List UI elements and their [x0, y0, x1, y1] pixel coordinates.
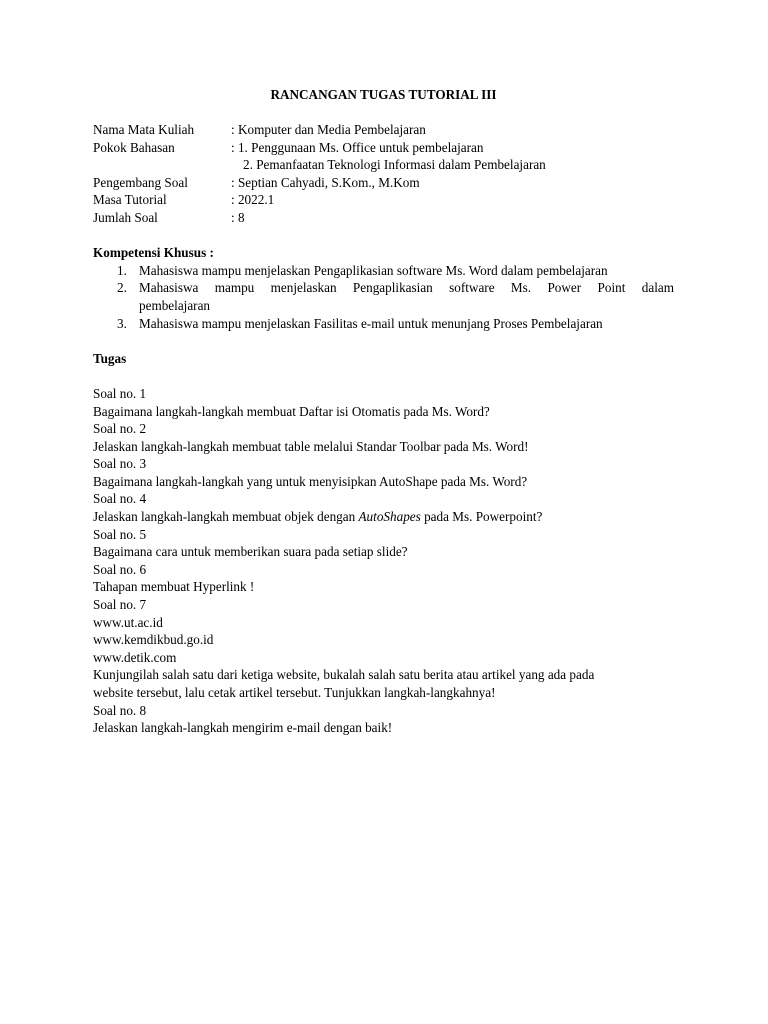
count-label: Jumlah Soal [93, 209, 158, 225]
competency-number-2: 2. [117, 280, 127, 296]
meta-row-course [93, 121, 674, 139]
topic-value-2: 2. Pemanfaatan Teknologi Informasi dalam Pembelajaran [243, 157, 546, 173]
question-3-label: Soal no. 3 [93, 456, 147, 472]
question-1-label: Soal no. 1 [93, 385, 147, 401]
competency-text-3: Mahasiswa mampu menjelaskan Fasilitas e-mail untuk menunjang Proses Pembelajaran [139, 315, 603, 331]
document-title: RANCANGAN TUGAS TUTORIAL III [270, 87, 497, 102]
competency-item-2 [93, 279, 674, 314]
meta-row-topic-2 [93, 156, 674, 174]
question-1-text: Bagaimana langkah-langkah membuat Daftar isi Otomatis pada Ms. Word? [93, 403, 490, 419]
document-page [93, 86, 674, 737]
question-2-text: Jelaskan langkah-langkah membuat table melalui Standar Toolbar pada Ms. Word! [93, 438, 529, 454]
question-4-text-before: Jelaskan langkah-langkah membuat objek dengan [93, 509, 359, 525]
meta-row-topic [93, 139, 674, 157]
count-value: : 8 [231, 209, 245, 225]
question-4-text-after: pada Ms. Powerpoint? [420, 509, 543, 525]
question-4-text [93, 508, 674, 526]
course-label: Nama Mata Kuliah [93, 122, 195, 137]
topic-label: Pokok Bahasan [93, 139, 175, 155]
question-4-text-italic: AutoShapes [358, 509, 421, 525]
question-7-site-1: www.ut.ac.id [93, 614, 163, 630]
question-7-label: Soal no. 7 [93, 597, 147, 613]
meta-row-period [93, 191, 674, 209]
question-7-site-2: www.kemdikbud.go.id [93, 632, 214, 648]
question-7-site-3: www.detik.com [93, 649, 177, 665]
competency-number-1: 1. [117, 262, 127, 278]
question-7-text-line1: Kunjungilah salah satu dari ketiga website, bukalah salah satu berita atau artikel yang ada pada [93, 667, 595, 683]
meta-block [93, 121, 674, 227]
question-6-text: Tahapan membuat Hyperlink ! [93, 579, 255, 595]
question-4-label: Soal no. 4 [93, 491, 147, 507]
topic-value-1: : 1. Penggunaan Ms. Office untuk pembelajaran [231, 139, 484, 155]
period-label: Masa Tutorial [93, 192, 167, 208]
competency-item-1 [93, 262, 674, 280]
competency-list [93, 262, 674, 332]
competency-heading: Kompetensi Khusus : [93, 245, 214, 261]
developer-label: Pengembang Soal [93, 174, 188, 190]
developer-value: : Septian Cahyadi, S.Kom., M.Kom [231, 174, 420, 190]
meta-row-count [93, 209, 674, 227]
question-5-label: Soal no. 5 [93, 526, 147, 542]
competency-number-3: 3. [117, 315, 127, 331]
question-8-text: Jelaskan langkah-langkah mengirim e-mail dengan baik! [93, 720, 393, 736]
question-3-text: Bagaimana langkah-langkah yang untuk menyisipkan AutoShape pada Ms. Word? [93, 473, 528, 489]
course-value: : Komputer dan Media Pembelajaran [231, 122, 426, 137]
question-7-text-line2: website tersebut, lalu cetak artikel tersebut. Tunjukkan langkah-langkahnya! [93, 685, 496, 700]
question-8-label: Soal no. 8 [93, 702, 147, 718]
tasks-block [93, 385, 674, 737]
tasks-heading: Tugas [93, 350, 127, 366]
meta-row-developer [93, 174, 674, 192]
period-value: : 2022.1 [231, 192, 275, 208]
question-5-text: Bagaimana cara untuk memberikan suara pada setiap slide? [93, 544, 408, 560]
competency-text-2-line1: Mahasiswa mampu menjelaskan Pengaplikasian software Ms. Power Point dalam [139, 280, 674, 296]
competency-item-3 [93, 315, 674, 333]
question-6-label: Soal no. 6 [93, 561, 147, 577]
question-2-label: Soal no. 2 [93, 421, 147, 437]
competency-text-2-line2: pembelajaran [139, 297, 211, 313]
competency-text-1: Mahasiswa mampu menjelaskan Pengaplikasian software Ms. Word dalam pembelajaran [139, 262, 608, 278]
